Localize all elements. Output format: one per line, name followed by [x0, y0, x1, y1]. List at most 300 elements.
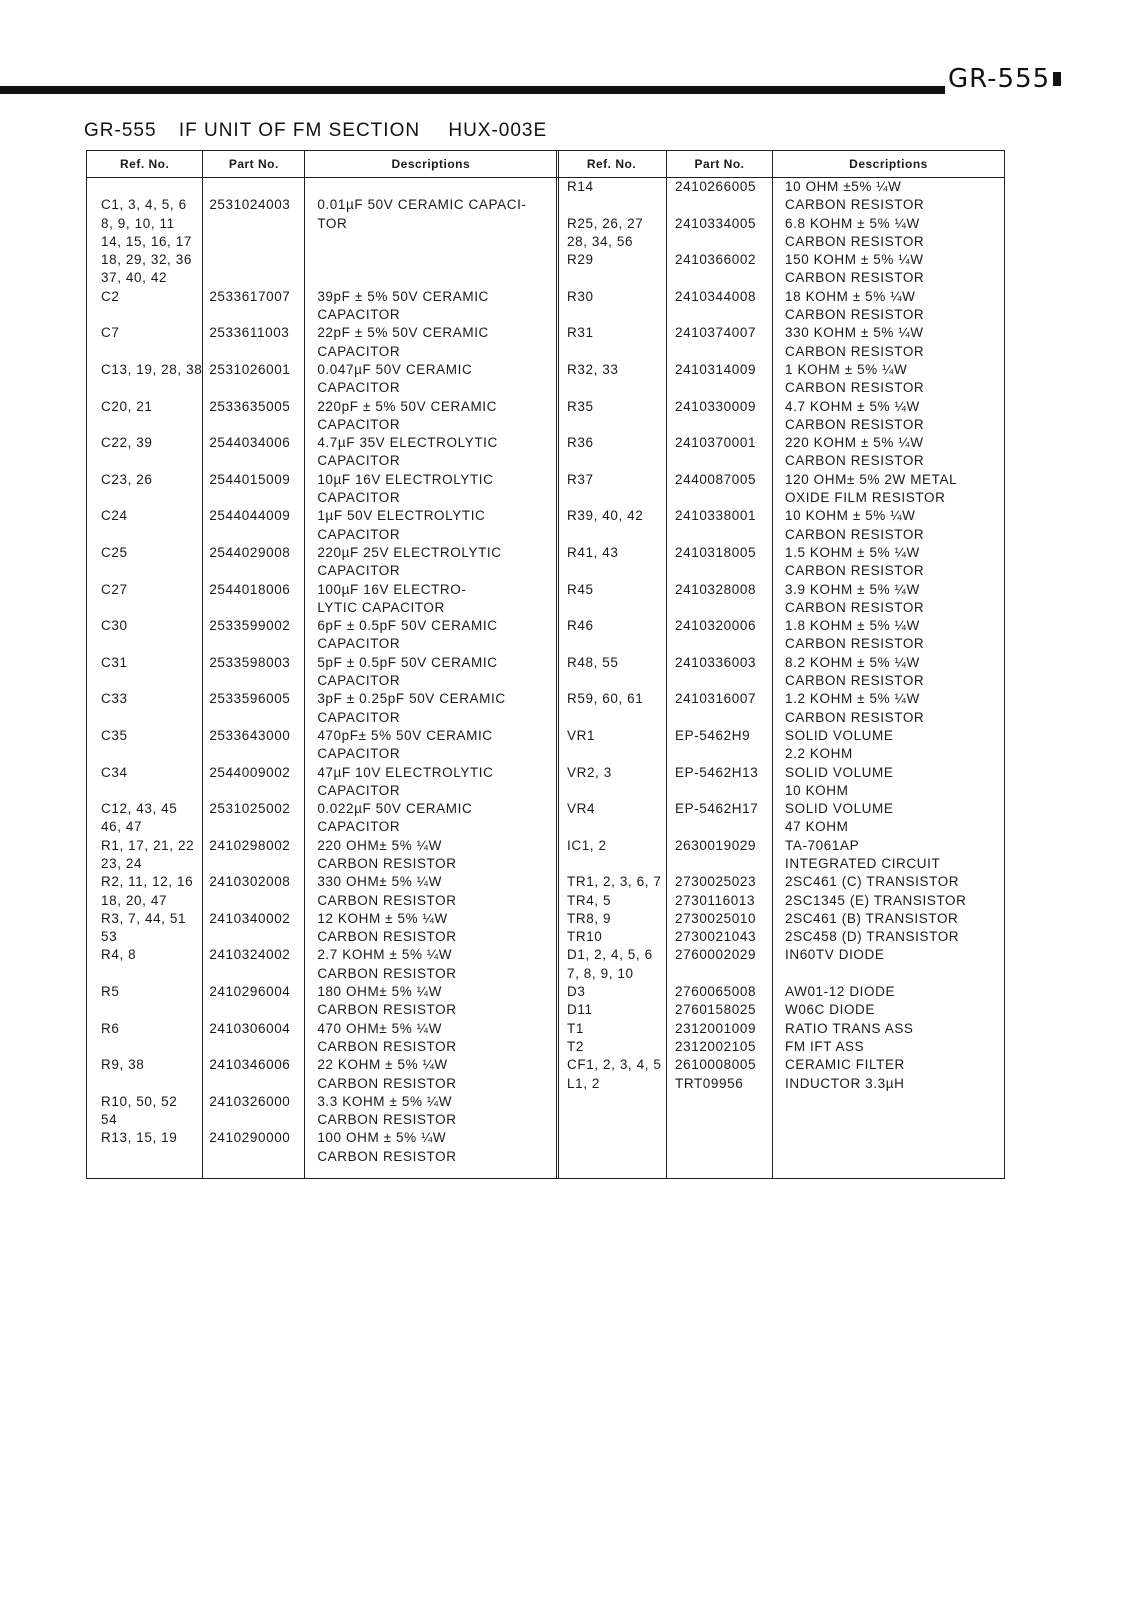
table-cell-line: CARBON RESISTOR — [785, 673, 925, 689]
table-cell-line: 2544009002 — [209, 764, 291, 780]
table-cell-line: R14 — [567, 179, 594, 194]
table-cell-line: CARBON RESISTOR — [317, 855, 457, 871]
table-cell-line: 18, 20, 47 — [101, 892, 168, 908]
table-cell-line: R3, 7, 44, 51 — [101, 910, 187, 926]
table-cell-line: 3.9 KOHM ± 5% ¼W — [785, 581, 920, 597]
table-cell-line — [567, 745, 666, 763]
table-cell-line: 100 OHM ± 5% ¼W — [317, 1130, 447, 1146]
table-cell-line: CARBON RESISTOR — [785, 343, 925, 359]
table-cell-line: 2410316007 — [675, 691, 757, 707]
table-cell-line — [101, 452, 202, 470]
table-cell-line: CF1, 2, 3, 4, 5 — [567, 1057, 662, 1073]
top-rule — [0, 86, 945, 94]
table-cell-line — [209, 562, 304, 580]
table-cell-line: R48, 55 — [567, 654, 619, 670]
table-cell-line: L1, 2 — [567, 1075, 601, 1091]
table-cell-line: 2410366002 — [675, 252, 757, 268]
table-cell-line — [675, 526, 772, 544]
table-cell-line: 0.01µF 50V CERAMIC CAPACI- — [317, 197, 527, 213]
table-cell-line: 5pF ± 0.5pF 50V CERAMIC — [317, 654, 498, 670]
table-cell-line — [209, 635, 304, 653]
table-cell-line: R4, 8 — [101, 947, 137, 963]
table-cell-line: VR2, 3 — [567, 764, 612, 780]
table-cell-line: R29 — [567, 252, 594, 268]
table-cell-line: CARBON RESISTOR — [317, 929, 457, 945]
table-cell-line: CARBON RESISTOR — [785, 599, 925, 615]
table-cell-line: C34 — [101, 764, 128, 780]
table-cell-line: 2630019029 — [675, 837, 757, 853]
table-cell-line — [209, 965, 304, 983]
table-cell-line — [675, 672, 772, 690]
table-cell-line: TOR — [317, 215, 348, 231]
table-cell-line: 18 KOHM ± 5% ¼W — [785, 288, 916, 304]
table-cell-line: 100µF 16V ELECTRO- — [317, 581, 467, 597]
table-cell-line: 2410306004 — [209, 1020, 291, 1036]
right-ref-column — [557, 178, 667, 1179]
table-cell-line: TR1, 2, 3, 6, 7 — [567, 874, 662, 890]
table-cell-line: 53 — [101, 929, 118, 945]
table-cell-line: 470 OHM± 5% ¼W — [317, 1020, 442, 1036]
table-cell-line: 14, 15, 16, 17 — [101, 233, 192, 249]
left-part-column — [203, 178, 305, 1179]
table-cell-line: 2533598003 — [209, 654, 291, 670]
table-cell-line — [101, 526, 202, 544]
table-cell-line: EP-5462H17 — [675, 801, 759, 817]
table-cell-line: CARBON RESISTOR — [785, 709, 925, 725]
table-cell-line — [209, 855, 304, 873]
table-cell-line: 2410326000 — [209, 1093, 291, 1109]
table-cell-line: D3 — [567, 984, 586, 1000]
table-cell-line — [209, 928, 304, 946]
table-cell-line: 2.2 KOHM — [785, 746, 853, 762]
table-cell-line: 2410266005 — [675, 179, 757, 194]
table-cell-line: 2410320006 — [675, 618, 757, 634]
table-cell-line — [675, 196, 772, 214]
table-cell-line — [675, 379, 772, 397]
table-cell-line: T2 — [567, 1038, 584, 1054]
table-cell-line — [209, 745, 304, 763]
table-cell-line — [209, 269, 304, 287]
table-cell-line: SOLID VOLUME — [785, 727, 894, 743]
table-cell-line: R59, 60, 61 — [567, 691, 644, 707]
table-cell-line: CAPACITOR — [317, 673, 401, 689]
table-cell-line — [209, 489, 304, 507]
table-cell-line: C23, 26 — [101, 471, 153, 487]
right-desc-column — [773, 178, 1005, 1179]
table-cell-line: C33 — [101, 691, 128, 707]
table-cell-line: 3pF ± 0.25pF 50V CERAMIC — [317, 691, 506, 707]
table-cell-line: C12, 43, 45 — [101, 801, 178, 817]
table-cell-line — [101, 306, 202, 324]
table-cell-line — [209, 818, 304, 836]
table-cell-line — [675, 782, 772, 800]
table-cell-line: 1.8 KOHM ± 5% ¼W — [785, 618, 920, 634]
table-cell-line: R36 — [567, 435, 594, 451]
table-cell-line — [101, 178, 202, 196]
table-cell-line: 28, 34, 56 — [567, 233, 634, 249]
table-cell-line — [101, 562, 202, 580]
table-cell-line — [209, 782, 304, 800]
table-cell-line — [101, 1038, 202, 1056]
header-model-tag: GR-555 — [948, 64, 1061, 94]
table-cell-line: 2544018006 — [209, 581, 291, 597]
table-cell-line — [101, 1148, 202, 1166]
table-cell-line: CAPACITOR — [317, 526, 401, 542]
table-cell-line: CARBON RESISTOR — [317, 965, 457, 981]
table-cell-line: 47 KOHM — [785, 819, 849, 835]
table-cell-line — [101, 599, 202, 617]
table-cell-line: 2531025002 — [209, 801, 291, 817]
table-cell-line: 2730021043 — [675, 929, 757, 945]
table-cell-line: CARBON RESISTOR — [785, 416, 925, 432]
table-cell-line: 2410314009 — [675, 361, 757, 377]
table-cell-line: 2410338001 — [675, 508, 757, 524]
table-cell-line — [209, 379, 304, 397]
table-cell-line: R37 — [567, 471, 594, 487]
table-cell-line: CARBON RESISTOR — [785, 233, 925, 249]
table-cell-line: IC1, 2 — [567, 837, 607, 853]
table-cell-line — [785, 965, 1004, 983]
table-cell-line: TA-7061AP — [785, 837, 860, 853]
table-cell-line: 10 KOHM — [785, 782, 849, 798]
col-ref-left: Ref. No. — [87, 151, 203, 178]
table-cell-line — [567, 452, 666, 470]
table-cell-line: CAPACITOR — [317, 746, 401, 762]
table-cell-line — [101, 379, 202, 397]
table-cell-line: C22, 39 — [101, 435, 153, 451]
table-cell-line: CAPACITOR — [317, 380, 401, 396]
table-cell-line: CAPACITOR — [317, 453, 401, 469]
table-cell-line: R13, 15, 19 — [101, 1130, 178, 1146]
table-cell-line: EP-5462H9 — [675, 727, 751, 743]
table-cell-line — [567, 818, 666, 836]
table-cell-line: 2410334005 — [675, 215, 757, 231]
table-cell-line: R5 — [101, 984, 120, 1000]
table-cell-line: C2 — [101, 288, 120, 304]
table-cell-line — [675, 965, 772, 983]
table-cell-line — [209, 709, 304, 727]
table-cell-line — [567, 306, 666, 324]
table-cell-line: 2760002029 — [675, 947, 757, 963]
table-cell-line: 18, 29, 32, 36 — [101, 252, 192, 268]
parts-table-right — [556, 150, 1005, 1179]
table-cell-line: 6.8 KOHM ± 5% ¼W — [785, 215, 920, 231]
table-cell-line: 46, 47 — [101, 819, 143, 835]
col-ref-right: Ref. No. — [557, 151, 667, 178]
table-cell-line: 1.2 KOHM ± 5% ¼W — [785, 691, 920, 707]
table-cell-line: CARBON RESISTOR — [317, 1002, 457, 1018]
table-cell-line: 2410324002 — [209, 947, 291, 963]
table-cell-line: R39, 40, 42 — [567, 508, 644, 524]
table-cell-line: RATIO TRANS ASS — [785, 1020, 914, 1036]
table-cell-line: TRT09956 — [675, 1075, 744, 1091]
table-cell-line: CAPACITOR — [317, 819, 401, 835]
col-desc-right: Descriptions — [773, 151, 1005, 178]
table-cell-line: 180 OHM± 5% ¼W — [317, 984, 442, 1000]
table-cell-line: 2410340002 — [209, 910, 291, 926]
parts-table-left — [86, 150, 559, 1179]
table-cell-line: 47µF 10V ELECTROLYTIC — [317, 764, 494, 780]
table-cell-line: 2544034006 — [209, 435, 291, 451]
table-cell-line: INDUCTOR 3.3µH — [785, 1075, 905, 1091]
table-cell-line: 1 KOHM ± 5% ¼W — [785, 361, 908, 377]
table-cell-line: 2SC461 (C) TRANSISTOR — [785, 874, 960, 890]
table-cell-line: 2410302008 — [209, 874, 291, 890]
table-cell-line: 2SC461 (B) TRANSISTOR — [785, 910, 959, 926]
table-cell-line — [101, 635, 202, 653]
table-cell-line — [567, 416, 666, 434]
table-cell-line — [209, 416, 304, 434]
table-cell-line: 2544044009 — [209, 508, 291, 524]
table-cell-line: 2440087005 — [675, 471, 757, 487]
table-cell-line: R2, 11, 12, 16 — [101, 874, 194, 890]
table-cell-line — [675, 745, 772, 763]
table-cell-line: 10 KOHM ± 5% ¼W — [785, 508, 916, 524]
table-cell-line: D11 — [567, 1002, 593, 1018]
table-cell-line: CARBON RESISTOR — [785, 453, 925, 469]
table-cell-line: 2760065008 — [675, 984, 757, 1000]
table-cell-line: T1 — [567, 1020, 584, 1036]
table-cell-line — [209, 526, 304, 544]
table-cell-line: 6pF ± 0.5pF 50V CERAMIC — [317, 618, 498, 634]
table-cell-line — [567, 635, 666, 653]
table-cell-line: W06C DIODE — [785, 1002, 876, 1018]
table-cell-line — [209, 343, 304, 361]
table-cell-line: 2531026001 — [209, 361, 291, 377]
table-cell-line — [101, 782, 202, 800]
col-part-right: Part No. — [667, 151, 773, 178]
table-cell-line — [317, 251, 556, 269]
table-cell-line — [567, 379, 666, 397]
table-cell-line: 12 KOHM ± 5% ¼W — [317, 910, 448, 926]
table-cell-line: 330 KOHM ± 5% ¼W — [785, 325, 924, 341]
table-cell-line: 2410290000 — [209, 1130, 291, 1146]
table-cell-line — [675, 452, 772, 470]
table-cell-line — [567, 855, 666, 873]
col-part-left: Part No. — [203, 151, 305, 178]
table-cell-line: CAPACITOR — [317, 709, 401, 725]
table-cell-line: CARBON RESISTOR — [785, 636, 925, 652]
table-cell-line — [675, 635, 772, 653]
table-cell-line — [209, 1075, 304, 1093]
table-cell-line: R41, 43 — [567, 544, 619, 560]
table-cell-line — [675, 269, 772, 287]
table-cell-line: C20, 21 — [101, 398, 153, 414]
table-cell-line: CARBON RESISTOR — [785, 197, 925, 213]
table-cell-line — [209, 1038, 304, 1056]
table-cell-line — [209, 251, 304, 269]
table-cell-line — [101, 489, 202, 507]
table-cell-line — [209, 1001, 304, 1019]
table-cell-line — [567, 782, 666, 800]
table-cell-line: INTEGRATED CIRCUIT — [785, 855, 941, 871]
table-cell-line: C7 — [101, 325, 120, 341]
table-cell-line: TR4, 5 — [567, 892, 612, 908]
table-cell-line: 23, 24 — [101, 855, 143, 871]
table-cell-line: 37, 40, 42 — [101, 270, 168, 286]
table-cell-line — [209, 1111, 304, 1129]
table-cell-line: 1.5 KOHM ± 5% ¼W — [785, 544, 920, 560]
table-cell-line: IN60TV DIODE — [785, 947, 885, 963]
table-cell-line: CAPACITOR — [317, 307, 401, 323]
table-cell-line — [209, 599, 304, 617]
table-cell-line — [567, 196, 666, 214]
table-cell-line: 330 OHM± 5% ¼W — [317, 874, 442, 890]
table-cell-line: SOLID VOLUME — [785, 764, 894, 780]
table-cell-line: 2730025010 — [675, 910, 757, 926]
table-cell-line: R32, 33 — [567, 361, 619, 377]
table-cell-line — [209, 178, 304, 196]
table-cell-line: 4.7µF 35V ELECTROLYTIC — [317, 435, 498, 451]
table-cell-line — [209, 306, 304, 324]
table-cell-line: 2410374007 — [675, 325, 757, 341]
left-desc-column — [305, 178, 558, 1179]
table-cell-line: 220µF 25V ELECTROLYTIC — [317, 544, 502, 560]
table-cell-line: 2410328008 — [675, 581, 757, 597]
table-cell-line — [567, 562, 666, 580]
table-cell-line: AW01-12 DIODE — [785, 984, 896, 1000]
table-cell-line — [567, 343, 666, 361]
table-cell-line: 2312001009 — [675, 1020, 757, 1036]
table-cell-line: R25, 26, 27 — [567, 215, 644, 231]
table-cell-line: 2533599002 — [209, 618, 291, 634]
table-cell-line: CAPACITOR — [317, 563, 401, 579]
table-cell-line: 2760158025 — [675, 1002, 757, 1018]
right-part-column — [667, 178, 773, 1179]
table-cell-line: CAPACITOR — [317, 343, 401, 359]
table-cell-line: 2544015009 — [209, 471, 291, 487]
table-cell-line: CERAMIC FILTER — [785, 1057, 905, 1073]
table-cell-line — [101, 965, 202, 983]
table-cell-line — [675, 855, 772, 873]
table-cell-line: 2410296004 — [209, 984, 291, 1000]
table-cell-line: R30 — [567, 288, 594, 304]
table-cell-line: C27 — [101, 581, 128, 597]
table-cell-line: TR8, 9 — [567, 910, 612, 926]
table-cell-line: 2610008005 — [675, 1057, 757, 1073]
table-cell-line: 1µF 50V ELECTROLYTIC — [317, 508, 486, 524]
table-cell-line — [675, 709, 772, 727]
page-title — [84, 120, 547, 142]
table-cell-line — [675, 416, 772, 434]
table-cell-line: 10 OHM ±5% ¼W — [785, 179, 902, 194]
table-cell-line: 4.7 KOHM ± 5% ¼W — [785, 398, 920, 414]
title-code: HUX-003E — [448, 120, 548, 141]
table-cell-line — [209, 892, 304, 910]
table-cell-line: CARBON RESISTOR — [317, 1148, 457, 1164]
table-cell-line: C24 — [101, 508, 128, 524]
table-cell-line: R1, 17, 21, 22 — [101, 837, 195, 853]
table-cell-line — [317, 269, 556, 287]
table-cell-line — [567, 269, 666, 287]
table-cell-line: R31 — [567, 325, 594, 341]
table-cell-line: C25 — [101, 544, 128, 560]
table-cell-line: 22pF ± 5% 50V CERAMIC — [317, 325, 489, 341]
table-cell-line: CARBON RESISTOR — [317, 1038, 457, 1054]
table-cell-line: TR10 — [567, 929, 603, 945]
table-cell-line: 2410298002 — [209, 837, 291, 853]
table-cell-line: R6 — [101, 1020, 120, 1036]
table-cell-line: 3.3 KOHM ± 5% ¼W — [317, 1093, 453, 1109]
table-cell-line: CAPACITOR — [317, 416, 401, 432]
table-cell-line — [209, 452, 304, 470]
table-cell-line: 0.022µF 50V CERAMIC — [317, 801, 473, 817]
table-cell-line: 220 KOHM ± 5% ¼W — [785, 435, 924, 451]
table-cell-line: 39pF ± 5% 50V CERAMIC — [317, 288, 489, 304]
table-cell-line — [101, 1001, 202, 1019]
table-cell-line: C1, 3, 4, 5, 6 — [101, 197, 187, 213]
table-cell-line: 2730025023 — [675, 874, 757, 890]
table-cell-line — [317, 178, 556, 196]
table-cell-line: VR4 — [567, 801, 596, 817]
table-cell-line: 2533611003 — [209, 325, 290, 341]
table-cell-line: 2410330009 — [675, 398, 757, 414]
table-cell-line: 2531024003 — [209, 197, 291, 213]
table-cell-line — [675, 343, 772, 361]
table-cell-line: R9, 38 — [101, 1057, 145, 1073]
table-cell-line — [675, 233, 772, 251]
table-cell-line: 8.2 KOHM ± 5% ¼W — [785, 654, 920, 670]
table-cell-line: VR1 — [567, 727, 596, 743]
table-cell-line: C35 — [101, 727, 128, 743]
table-cell-line: 2544029008 — [209, 544, 291, 560]
table-cell-line: 54 — [101, 1112, 118, 1128]
left-ref-column — [87, 178, 203, 1179]
table-cell-line: 2410336003 — [675, 654, 757, 670]
table-cell-line: CARBON RESISTOR — [317, 1075, 457, 1091]
table-cell-line — [675, 818, 772, 836]
table-cell-line: 470pF± 5% 50V CERAMIC — [317, 727, 493, 743]
table-cell-line — [101, 1075, 202, 1093]
table-cell-line — [567, 599, 666, 617]
table-cell-line: 2312002105 — [675, 1038, 757, 1054]
table-cell-line: 0.047µF 50V CERAMIC — [317, 361, 473, 377]
table-cell-line: 220pF ± 5% 50V CERAMIC — [317, 398, 498, 414]
table-cell-line — [101, 745, 202, 763]
table-cell-line: CAPACITOR — [317, 782, 401, 798]
table-cell-line: C30 — [101, 618, 128, 634]
table-cell-line: R46 — [567, 618, 594, 634]
table-cell-line — [101, 672, 202, 690]
table-cell-line: CAPACITOR — [317, 636, 401, 652]
table-cell-line: 8, 9, 10, 11 — [101, 215, 175, 231]
table-cell-line: 2410370001 — [675, 435, 757, 451]
table-cell-line — [675, 489, 772, 507]
table-cell-line — [101, 416, 202, 434]
table-cell-line: R10, 50, 52 — [101, 1093, 178, 1109]
table-cell-line: CAPACITOR — [317, 490, 401, 506]
table-cell-line: CARBON RESISTOR — [317, 1112, 457, 1128]
table-cell-line: 7, 8, 9, 10 — [567, 965, 634, 981]
table-cell-line: CARBON RESISTOR — [785, 563, 925, 579]
table-cell-line — [209, 1148, 304, 1166]
table-cell-line: 2SC458 (D) TRANSISTOR — [785, 929, 960, 945]
table-cell-line: CARBON RESISTOR — [785, 270, 925, 286]
table-cell-line: C31 — [101, 654, 128, 670]
table-cell-line: R35 — [567, 398, 594, 414]
col-desc-left: Descriptions — [305, 151, 558, 178]
table-cell-line: FM IFT ASS — [785, 1038, 865, 1054]
title-model: GR-555 — [84, 120, 157, 141]
table-cell-line: 2410346006 — [209, 1057, 291, 1073]
table-cell-line — [209, 233, 304, 251]
table-cell-line — [567, 526, 666, 544]
table-cell-line — [101, 343, 202, 361]
table-cell-line: EP-5462H13 — [675, 764, 759, 780]
table-cell-line — [567, 709, 666, 727]
table-cell-line — [101, 709, 202, 727]
table-cell-line: CARBON RESISTOR — [317, 892, 457, 908]
